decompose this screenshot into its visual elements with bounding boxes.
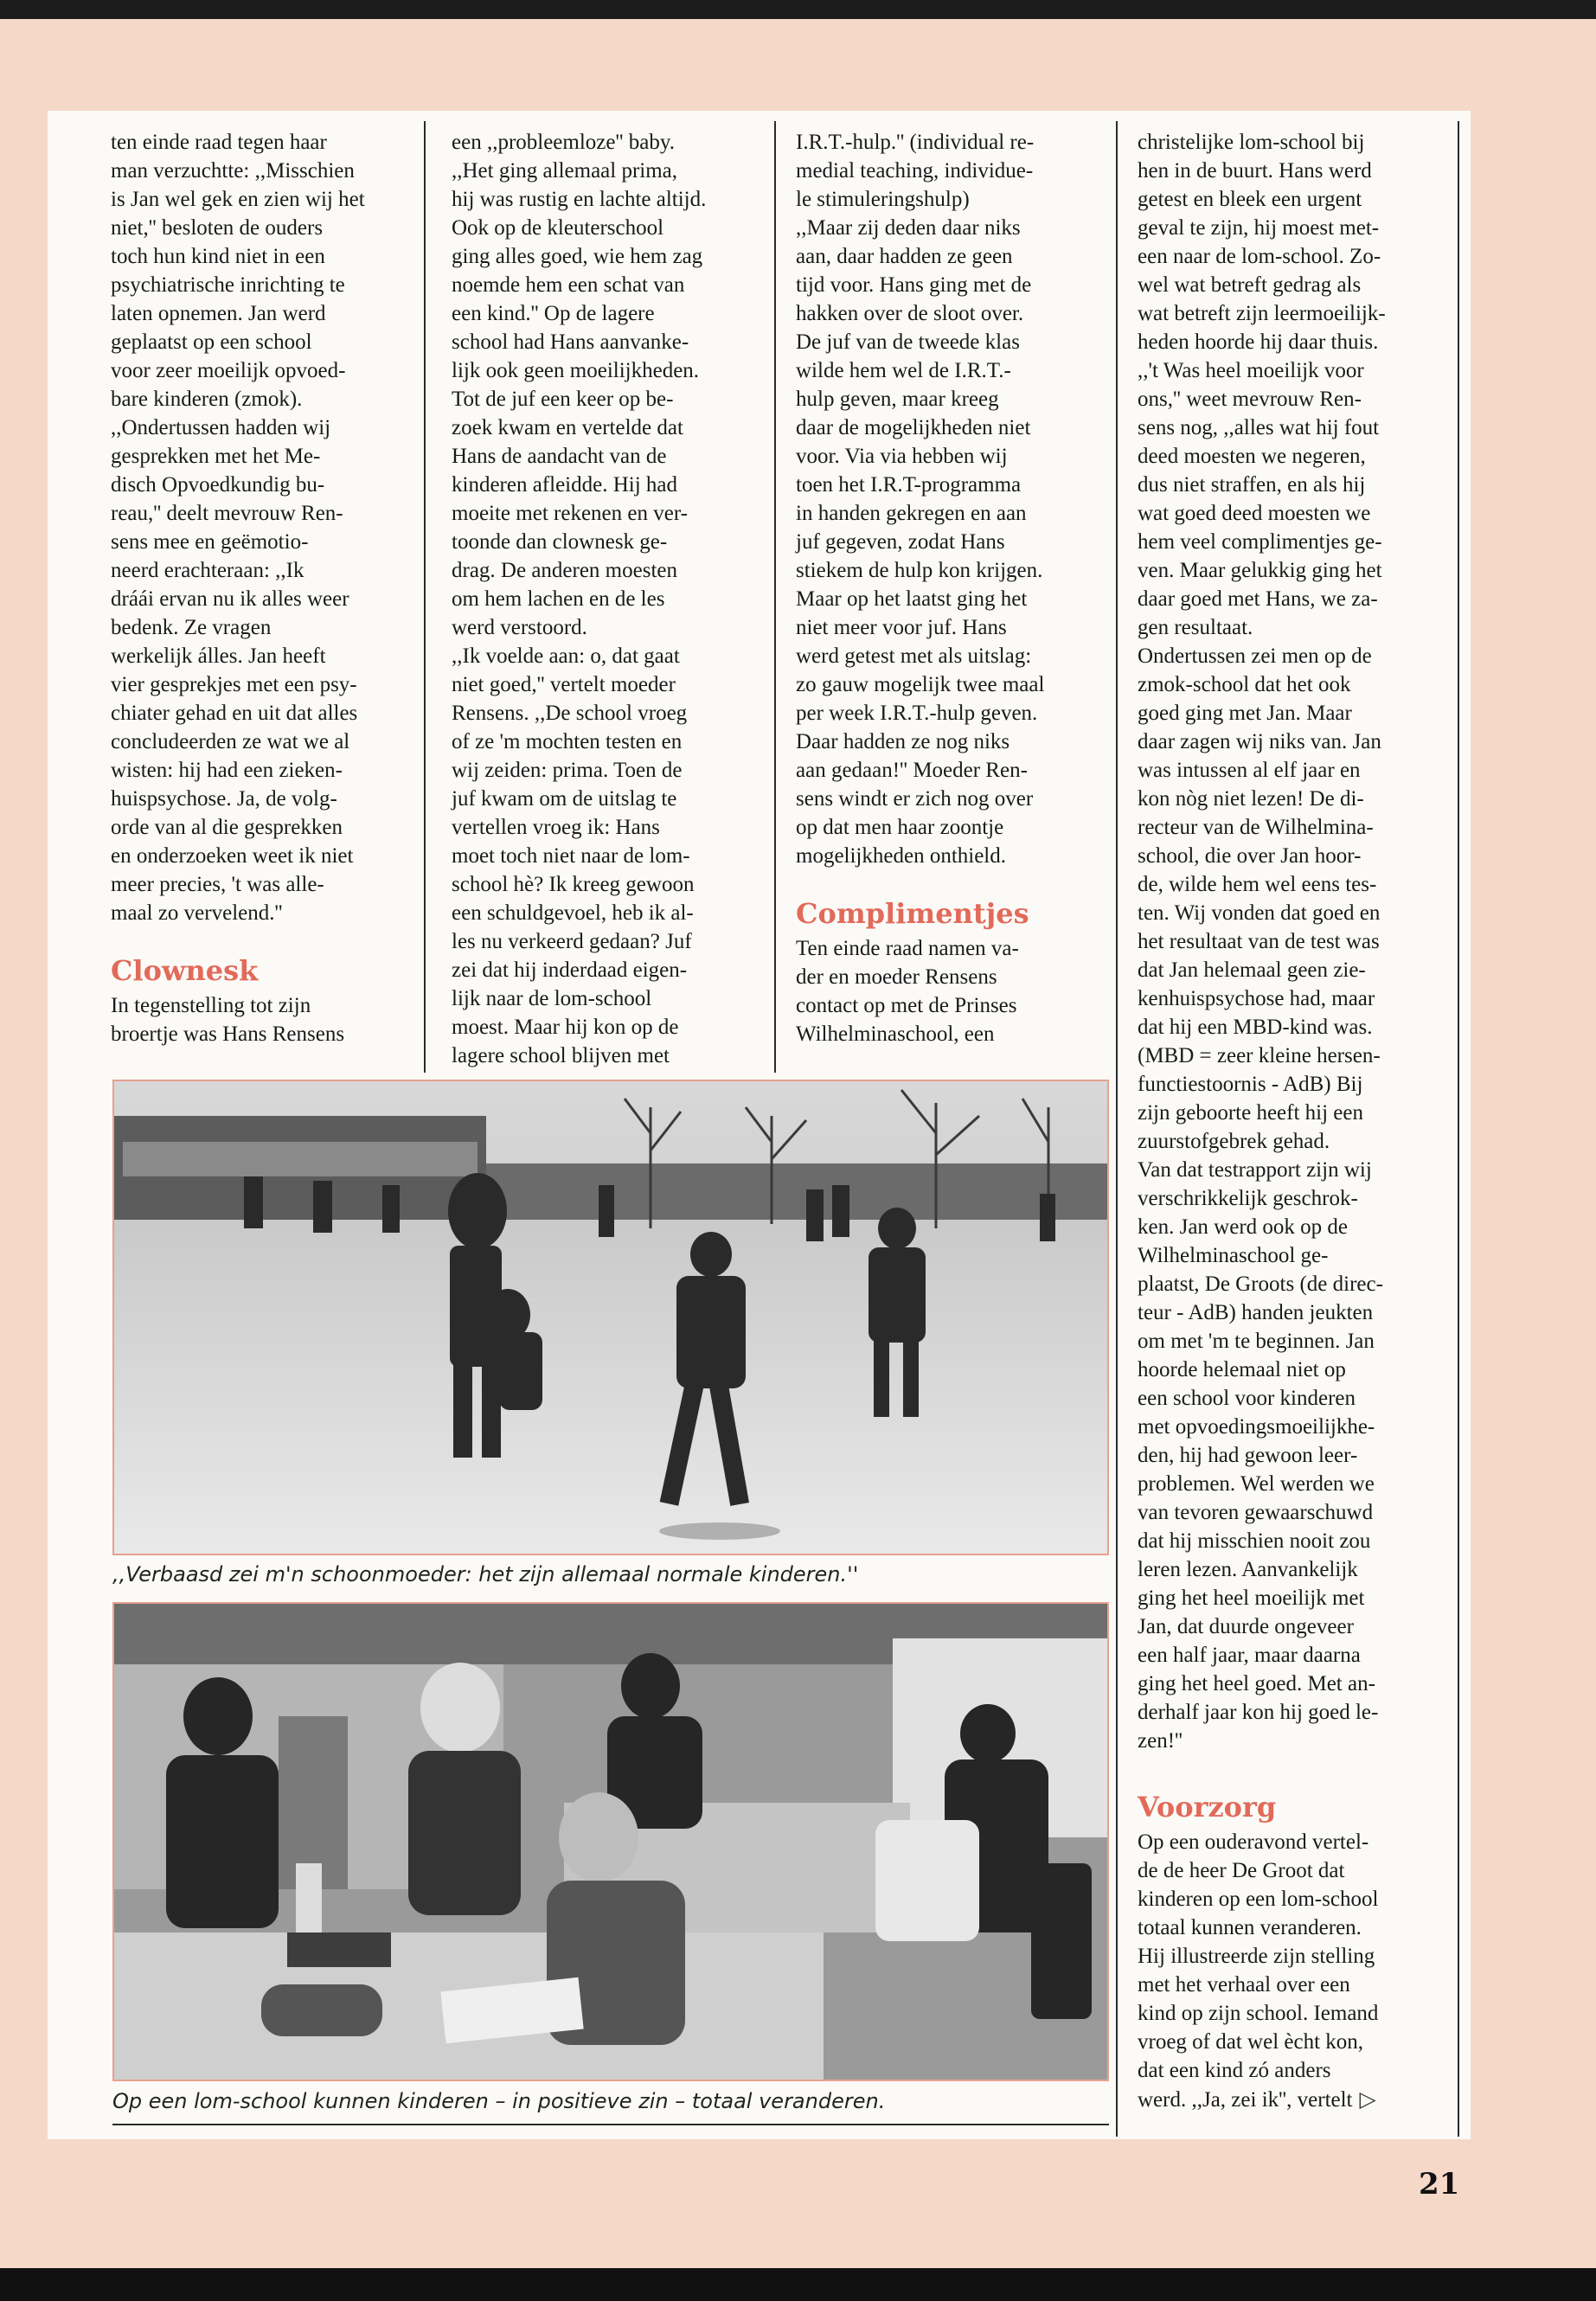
text-line: drag. De anderen moesten [452,559,677,582]
text-line: ,,Ondertussen hadden wij [111,416,331,439]
text-line: ,,Maar zij deden daar niks [796,216,1021,240]
text-line: een kind.'' Op de lagere [452,302,655,325]
text-line: geplaatst op een school [111,330,312,354]
text-line: werd. ,,Ja, zei ik'', vertelt ▷ [1138,2086,1376,2112]
col4-after-text [1138,1828,1458,2114]
text-line: daar zagen wij niks van. Jan [1138,730,1381,753]
text-line: op dat men haar zoontje [796,816,1004,839]
text-line: laten opnemen. Jan werd [111,302,326,325]
text-line: aan, daar hadden ze geen [796,245,1013,268]
text-line: en onderzoeken weet ik niet [111,844,354,868]
text-line: wat betreft zijn leermoeilijk- [1138,302,1386,325]
text-line: school hè? Ik kreeg gewoon [452,873,695,896]
col3-after-text [796,934,1116,1048]
text-line: les nu verkeerd gedaan? Juf [452,930,692,953]
text-line: De juf van de tweede klas [796,330,1020,354]
text-line: om hem lachen en de les [452,587,665,611]
text-line: toen het I.R.T-programma [796,473,1022,497]
text-line: Tot de juf een keer op be- [452,388,674,411]
text-line: aan gedaan!'' Moeder Ren- [796,759,1028,782]
scan-bottom-edge [0,2268,1596,2301]
text-line: een school voor kinderen [1138,1387,1356,1410]
text-line: disch Opvoedkundig bu- [111,473,325,497]
text-line: dat Jan helemaal geen zie- [1138,958,1366,982]
col1-after-text [111,991,422,1048]
text-line: moest. Maar hij kon op de [452,1016,679,1039]
text-line: Maar op het laatst ging het [796,587,1028,611]
text-line: functiestoornis - AdB) Bij [1138,1073,1363,1096]
text-line: daar de mogelijkheden niet [796,416,1031,439]
text-line: Jan, dat duurde ongeveer [1138,1615,1354,1638]
text-line: werd getest met als uitslag: [796,644,1032,668]
text-line: sens mee en geëmotio- [111,530,309,554]
column-rule [1458,121,1459,2137]
text-line: het resultaat van de test was [1138,930,1380,953]
text-column-3 [796,128,1116,1048]
photo2-caption: Op een lom-school kunnen kinderen – in positieve zin – totaal veranderen. [112,2089,886,2113]
text-line: gen resultaat. [1138,616,1253,639]
caption-rule [112,2124,1109,2125]
text-line: ten. Wij vonden dat goed en [1138,901,1381,925]
text-line: een half jaar, maar daarna [1138,1644,1361,1667]
text-line: juf kwam om de uitslag te [452,787,677,811]
text-line: school, die over Jan hoor- [1138,844,1362,868]
text-line: in handen gekregen en aan [796,502,1027,525]
col1-text [111,128,422,927]
text-line: problemen. Wel werden we [1138,1472,1375,1496]
text-line: geval te zijn, hij moest met- [1138,216,1380,240]
text-line: lijk ook geen moeilijkheden. [452,359,700,382]
text-line: Hans de aandacht van de [452,445,667,468]
photo1-caption: ,,Verbaasd zei m'n schoonmoeder: het zijn allemaal normale kinderen.'' [112,1562,859,1586]
section-heading-complimentjes: Complimentjes [796,897,1029,930]
text-line: voor zeer moeilijk opvoed- [111,359,346,382]
text-line: dat hij een MBD-kind was. [1138,1016,1373,1039]
text-line: zo gauw mogelijk twee maal [796,673,1045,696]
text-column-2 [452,128,772,1070]
text-line: broertje was Hans Rensens [111,1022,345,1046]
text-line: ging het heel moeilijk met [1138,1586,1365,1610]
text-line: chiater gehad en uit dat alles [111,702,358,725]
schoolyard-photo [112,1080,1109,1555]
text-line: gesprekken met het Me- [111,445,321,468]
text-line: mogelijkheden onthield. [796,844,1007,868]
text-line: leren lezen. Aanvankelijk [1138,1558,1358,1581]
text-line: hakken over de sloot over. [796,302,1024,325]
text-line: vroeg of dat wel ècht kon, [1138,2030,1364,2054]
page-number: 21 [1419,2167,1460,2202]
text-line: wisten: hij had een zieken- [111,759,343,782]
text-line: Hij illustreerde zijn stelling [1138,1945,1375,1968]
continue-arrow-icon: ▷ [1352,2086,1376,2112]
text-line: een naar de lom-school. Zo- [1138,245,1381,268]
column-rule [1116,121,1118,2137]
text-line: (MBD = zeer kleine hersen- [1138,1044,1381,1067]
text-line: lijk naar de lom-school [452,987,652,1010]
text-line: Daar hadden ze nog niks [796,730,1010,753]
col4-text [1138,128,1458,1755]
text-line: Ten einde raad namen va- [796,937,1019,960]
classroom-photo [112,1602,1109,2081]
text-line: ging alles goed, wie hem zag [452,245,703,268]
text-line: getest en bleek een urgent [1138,188,1362,211]
text-line: goed ging met Jan. Maar [1138,702,1352,725]
text-line: moeite met rekenen en ver- [452,502,688,525]
text-line: teur - AdB) handen jeukten [1138,1301,1374,1324]
text-line: niet,'' besloten de ouders [111,216,324,240]
text-line: hoorde helemaal niet op [1138,1358,1346,1381]
text-line: zoek kwam en vertelde dat [452,416,683,439]
text-line: school had Hans aanvanke- [452,330,689,354]
text-line: om met 'm te beginnen. Jan [1138,1330,1375,1353]
section-heading-voorzorg: Voorzorg [1138,1791,1277,1823]
text-line: toonde dan clownesk ge- [452,530,668,554]
text-line: dus niet straffen, en als hij [1138,473,1366,497]
text-line: niet meer voor juf. Hans [796,616,1007,639]
text-line: In tegenstelling tot zijn [111,994,311,1017]
text-line: werkelijk álles. Jan heeft [111,644,326,668]
text-line: met opvoedingsmoeilijkhe- [1138,1415,1375,1439]
text-line: stiekem de hulp kon krijgen. [796,559,1043,582]
scan-top-edge [0,0,1596,19]
text-line: lagere school blijven met [452,1044,670,1067]
text-line: wij zeiden: prima. Toen de [452,759,683,782]
text-line: ven. Maar gelukkig ging het [1138,559,1382,582]
text-line: contact op met de Prinses [796,994,1017,1017]
text-line: voor. Via via hebben wij [796,445,1008,468]
text-line: kenhuispsychose had, maar [1138,987,1375,1010]
text-line: de, wilde hem wel eens tes- [1138,873,1377,896]
text-line: dat een kind zó anders [1138,2059,1331,2082]
text-line: hulp geven, maar kreeg [796,388,999,411]
text-column-1 [111,128,422,1048]
text-line: christelijke lom-school bij [1138,131,1365,154]
text-line: bedenk. Ze vragen [111,616,272,639]
text-line: Ondertussen zei men op de [1138,644,1372,668]
text-line: ,,Ik voelde aan: o, dat gaat [452,644,680,668]
text-line: derhalf jaar kon hij goed le- [1138,1701,1379,1724]
text-line: concludeerden ze wat we al [111,730,350,753]
text-line: ken. Jan werd ook op de [1138,1215,1348,1239]
text-line: daar goed met Hans, we za- [1138,587,1378,611]
text-line: moet toch niet naar de lom- [452,844,690,868]
text-line: I.R.T.-hulp.'' (individual re- [796,131,1035,154]
text-line: ,,Het ging allemaal prima, [452,159,678,183]
text-line: zmok-school dat het ook [1138,673,1351,696]
text-line: plaatst, De Groots (de direc- [1138,1272,1383,1296]
text-line: of ze 'm mochten testen en [452,730,683,753]
text-line: niet goed,'' vertelt moeder [452,673,676,696]
text-line: verschrikkelijk geschrok- [1138,1187,1358,1210]
text-line: huispsychose. Ja, de volg- [111,787,337,811]
text-line: zuurstofgebrek gehad. [1138,1130,1330,1153]
text-line: man verzuchtte: ,,Misschien [111,159,355,183]
text-line: reau,'' deelt mevrouw Ren- [111,502,343,525]
col2-text [452,128,772,1070]
text-line: hem veel complimentjes ge- [1138,530,1382,554]
text-line: deed moesten we negeren, [1138,445,1366,468]
text-line: zijn geboorte heeft hij een [1138,1101,1363,1125]
text-line: met het verhaal over een [1138,1973,1350,1997]
text-line: ons,'' weet mevrouw Ren- [1138,388,1362,411]
text-line: zei dat hij inderdaad eigen- [452,958,688,982]
text-line: ten einde raad tegen haar [111,131,327,154]
text-line: tijd voor. Hans ging met de [796,273,1032,297]
column-rule [424,121,426,1073]
text-line: vertellen vroeg ik: Hans [452,816,660,839]
text-line: noemde hem een schat van [452,273,685,297]
text-line: der en moeder Rensens [796,965,997,989]
text-line: le stimuleringshulp) [796,188,970,211]
text-line: orde van al die gesprekken [111,816,343,839]
text-line: sens windt er zich nog over [796,787,1034,811]
text-line: zen!'' [1138,1729,1183,1753]
text-line: een schuldgevoel, heb ik al- [452,901,694,925]
text-line: medial teaching, individue- [796,159,1034,183]
text-line: heden hoorde hij daar thuis. [1138,330,1379,354]
text-line: meer precies, 't was alle- [111,873,324,896]
text-line: maal zo vervelend.'' [111,901,283,925]
text-line: Ook op de kleuterschool [452,216,664,240]
text-line: hij was rustig en lachte altijd. [452,188,707,211]
text-line: de de heer De Groot dat [1138,1859,1345,1882]
text-line: dráái ervan nu ik alles weer [111,587,349,611]
text-line: den, hij had gewoon leer- [1138,1444,1358,1467]
text-line: wel wat betreft gedrag als [1138,273,1362,297]
text-line: ,,'t Was heel moeilijk voor [1138,359,1364,382]
text-line: hen in de buurt. Hans werd [1138,159,1372,183]
text-line: kinderen afleidde. Hij had [452,473,678,497]
text-line: totaal kunnen veranderen. [1138,1916,1362,1939]
text-line: dat hij misschien nooit zou [1138,1529,1371,1553]
text-line: kind op zijn school. Iemand [1138,2002,1379,2025]
text-line: sens nog, ,,alles wat hij fout [1138,416,1380,439]
text-line: ging het heel goed. Met an- [1138,1672,1375,1695]
text-line: een ,,probleemloze'' baby. [452,131,675,154]
text-column-4 [1138,128,1458,2114]
text-line: Wilhelminaschool, een [796,1022,995,1046]
text-line: juf gegeven, zodat Hans [796,530,1005,554]
text-line: wilde hem wel de I.R.T.- [796,359,1011,382]
text-line: wat goed deed moesten we [1138,502,1371,525]
column-rule [774,121,776,1073]
text-line: Wilhelminaschool ge- [1138,1244,1329,1267]
text-line: vier gesprekjes met een psy- [111,673,357,696]
text-line: kon nòg niet lezen! De di- [1138,787,1364,811]
text-line: is Jan wel gek en zien wij het [111,188,365,211]
text-line: neerd erachteraan: ,,Ik [111,559,304,582]
text-line: psychiatrische inrichting te [111,273,345,297]
text-line: bare kinderen (zmok). [111,388,303,411]
text-line: werd verstoord. [452,616,587,639]
text-line: Rensens. ,,De school vroeg [452,702,688,725]
section-heading-clownesk: Clownesk [111,954,259,987]
text-line: recteur van de Wilhelmina- [1138,816,1374,839]
col3-text [796,128,1116,870]
text-line: per week I.R.T.-hulp geven. [796,702,1038,725]
text-line: toch hun kind niet in een [111,245,325,268]
text-line: van tevoren gewaarschuwd [1138,1501,1374,1524]
text-line: Op een ouderavond vertel- [1138,1830,1369,1854]
text-line: kinderen op een lom-school [1138,1888,1379,1911]
text-line: Van dat testrapport zijn wij [1138,1158,1372,1182]
text-line: was intussen al elf jaar en [1138,759,1361,782]
